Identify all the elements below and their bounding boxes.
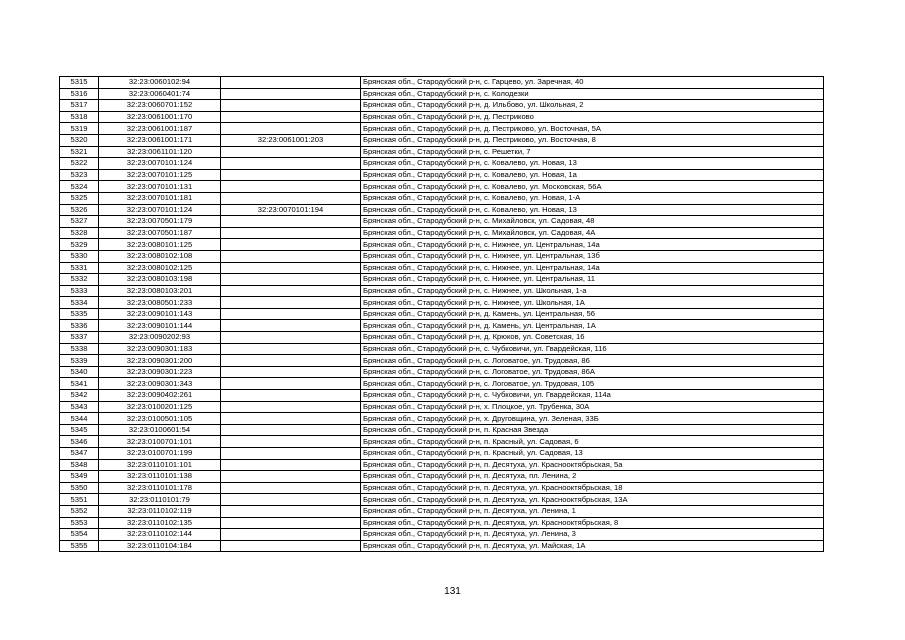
table-row	[60, 274, 824, 286]
related-cadastral-number-cell	[221, 262, 361, 274]
address-cell: Брянская обл., Стародубский р-н, п. Красный, ул. Садовая, 6	[361, 436, 824, 448]
row-number-cell: 5336	[60, 320, 99, 332]
row-number-cell: 5338	[60, 343, 99, 355]
related-cadastral-number-cell	[221, 158, 361, 170]
related-cadastral-number-cell	[221, 540, 361, 552]
cadastral-number-cell: 32:23:0060401:74	[99, 88, 221, 100]
cadastral-number-cell: 32:23:0110104:184	[99, 540, 221, 552]
address-cell: Брянская обл., Стародубский р-н, п. Десятуха, ул. Краснооктябрьская, 18	[361, 482, 824, 494]
cadastral-number-cell: 32:23:0110101:178	[99, 482, 221, 494]
cadastral-number-cell: 32:23:0090301:200	[99, 355, 221, 367]
related-cadastral-number-cell	[221, 413, 361, 425]
related-cadastral-number-cell	[221, 390, 361, 402]
row-number-cell: 5340	[60, 366, 99, 378]
table-row	[60, 146, 824, 158]
related-cadastral-number-cell	[221, 332, 361, 344]
table-row	[60, 297, 824, 309]
row-number-cell: 5335	[60, 308, 99, 320]
row-number-cell: 5353	[60, 517, 99, 529]
cadastral-number-cell: 32:23:0080102:125	[99, 262, 221, 274]
table-row	[60, 471, 824, 483]
address-cell: Брянская обл., Стародубский р-н, с. Ковалево, ул. Новая, 1-А	[361, 192, 824, 204]
row-number-cell: 5339	[60, 355, 99, 367]
table-row	[60, 448, 824, 460]
address-cell: Брянская обл., Стародубский р-н, д. Пестриково	[361, 111, 824, 123]
address-cell: Брянская обл., Стародубский р-н, х. Друговщина, ул. Зеленая, 33Б	[361, 413, 824, 425]
related-cadastral-number-cell	[221, 482, 361, 494]
address-cell: Брянская обл., Стародубский р-н, с. Нижнее, ул. Центральная, 14а	[361, 262, 824, 274]
row-number-cell: 5325	[60, 192, 99, 204]
row-number-cell: 5332	[60, 274, 99, 286]
table-row	[60, 436, 824, 448]
address-cell: Брянская обл., Стародубский р-н, с. Нижнее, ул. Школьная, 1-а	[361, 285, 824, 297]
cadastral-number-cell: 32:23:0070101:124	[99, 158, 221, 170]
table-row	[60, 239, 824, 251]
row-number-cell: 5326	[60, 204, 99, 216]
address-cell: Брянская обл., Стародубский р-н, с. Михайловск, ул. Садовая, 48	[361, 216, 824, 228]
related-cadastral-number-cell	[221, 77, 361, 89]
address-cell: Брянская обл., Стародубский р-н, п. Десятуха, пл. Ленина, 2	[361, 471, 824, 483]
address-cell: Брянская обл., Стародубский р-н, с. Колодезки	[361, 88, 824, 100]
row-number-cell: 5343	[60, 401, 99, 413]
address-cell: Брянская обл., Стародубский р-н, с. Логоватое, ул. Трудовая, 105	[361, 378, 824, 390]
row-number-cell: 5344	[60, 413, 99, 425]
related-cadastral-number-cell	[221, 320, 361, 332]
table-row	[60, 355, 824, 367]
row-number-cell: 5342	[60, 390, 99, 402]
address-cell: Брянская обл., Стародубский р-н, с. Решетки, 7	[361, 146, 824, 158]
table-row	[60, 413, 824, 425]
cadastral-number-cell: 32:23:0070501:187	[99, 227, 221, 239]
cadastral-number-cell: 32:23:0100601:54	[99, 424, 221, 436]
cadastral-number-cell: 32:23:0110101:79	[99, 494, 221, 506]
related-cadastral-number-cell	[221, 146, 361, 158]
table-row	[60, 204, 824, 216]
table-row	[60, 505, 824, 517]
address-cell: Брянская обл., Стародубский р-н, п. Десятуха, ул. Краснооктябрьская, 5а	[361, 459, 824, 471]
row-number-cell: 5331	[60, 262, 99, 274]
related-cadastral-number-cell	[221, 111, 361, 123]
cadastral-number-cell: 32:23:0080101:125	[99, 239, 221, 251]
cadastral-number-cell: 32:23:0061001:171	[99, 134, 221, 146]
row-number-cell: 5334	[60, 297, 99, 309]
address-cell: Брянская обл., Стародубский р-н, с. Нижнее, ул. Центральная, 11	[361, 274, 824, 286]
address-cell: Брянская обл., Стародубский р-н, с. Нижнее, ул. Школьная, 1А	[361, 297, 824, 309]
related-cadastral-number-cell	[221, 401, 361, 413]
related-cadastral-number-cell	[221, 436, 361, 448]
registry-table	[59, 76, 824, 552]
related-cadastral-number-cell	[221, 529, 361, 541]
address-cell: Брянская обл., Стародубский р-н, с. Гарцево, ул. Заречная, 40	[361, 77, 824, 89]
table-row	[60, 111, 824, 123]
row-number-cell: 5349	[60, 471, 99, 483]
cadastral-number-cell: 32:23:0110102:119	[99, 505, 221, 517]
address-cell: Брянская обл., Стародубский р-н, с. Логоватое, ул. Трудовая, 86	[361, 355, 824, 367]
table-row	[60, 482, 824, 494]
cadastral-number-cell: 32:23:0100701:199	[99, 448, 221, 460]
address-cell: Брянская обл., Стародубский р-н, с. Ковалево, ул. Московская, 56А	[361, 181, 824, 193]
related-cadastral-number-cell	[221, 285, 361, 297]
related-cadastral-number-cell	[221, 227, 361, 239]
address-cell: Брянская обл., Стародубский р-н, п. Красный, ул. Садовая, 13	[361, 448, 824, 460]
row-number-cell: 5327	[60, 216, 99, 228]
row-number-cell: 5341	[60, 378, 99, 390]
related-cadastral-number-cell	[221, 494, 361, 506]
address-cell: Брянская обл., Стародубский р-н, с. Ковалево, ул. Новая, 13	[361, 204, 824, 216]
related-cadastral-number-cell	[221, 169, 361, 181]
row-number-cell: 5337	[60, 332, 99, 344]
related-cadastral-number-cell	[221, 378, 361, 390]
table-row	[60, 378, 824, 390]
row-number-cell: 5319	[60, 123, 99, 135]
related-cadastral-number-cell	[221, 308, 361, 320]
cadastral-number-cell: 32:23:0100701:101	[99, 436, 221, 448]
related-cadastral-number-cell	[221, 250, 361, 262]
related-cadastral-number-cell	[221, 216, 361, 228]
table-row	[60, 77, 824, 89]
cadastral-number-cell: 32:23:0061101:120	[99, 146, 221, 158]
cadastral-number-cell: 32:23:0061001:170	[99, 111, 221, 123]
address-cell: Брянская обл., Стародубский р-н, п. Десятуха, ул. Ленина, 1	[361, 505, 824, 517]
row-number-cell: 5355	[60, 540, 99, 552]
table-row	[60, 227, 824, 239]
related-cadastral-number-cell: 32:23:0061001:203	[221, 134, 361, 146]
cadastral-number-cell: 32:23:0090301:223	[99, 366, 221, 378]
table-row	[60, 459, 824, 471]
table-row	[60, 181, 824, 193]
cadastral-number-cell: 32:23:0090402:261	[99, 390, 221, 402]
related-cadastral-number-cell	[221, 471, 361, 483]
address-cell: Брянская обл., Стародубский р-н, д. Пестриково, ул. Восточная, 8	[361, 134, 824, 146]
address-cell: Брянская обл., Стародубский р-н, с. Нижнее, ул. Центральная, 13б	[361, 250, 824, 262]
related-cadastral-number-cell	[221, 274, 361, 286]
related-cadastral-number-cell	[221, 517, 361, 529]
related-cadastral-number-cell	[221, 192, 361, 204]
related-cadastral-number-cell	[221, 239, 361, 251]
row-number-cell: 5315	[60, 77, 99, 89]
related-cadastral-number-cell	[221, 366, 361, 378]
address-cell: Брянская обл., Стародубский р-н, с. Чубковичи, ул. Гвардейская, 114а	[361, 390, 824, 402]
cadastral-number-cell: 32:23:0080103:198	[99, 274, 221, 286]
row-number-cell: 5322	[60, 158, 99, 170]
cadastral-number-cell: 32:23:0090301:183	[99, 343, 221, 355]
address-cell: Брянская обл., Стародубский р-н, д. Камень, ул. Центральная, 56	[361, 308, 824, 320]
table-row	[60, 517, 824, 529]
row-number-cell: 5324	[60, 181, 99, 193]
row-number-cell: 5320	[60, 134, 99, 146]
address-cell: Брянская обл., Стародубский р-н, п. Десятуха, ул. Майская, 1А	[361, 540, 824, 552]
table-row	[60, 158, 824, 170]
table-row	[60, 540, 824, 552]
row-number-cell: 5351	[60, 494, 99, 506]
cadastral-number-cell: 32:23:0090101:143	[99, 308, 221, 320]
cadastral-number-cell: 32:23:0070101:125	[99, 169, 221, 181]
table-row	[60, 192, 824, 204]
table-row	[60, 216, 824, 228]
row-number-cell: 5329	[60, 239, 99, 251]
related-cadastral-number-cell	[221, 123, 361, 135]
address-cell: Брянская обл., Стародубский р-н, с. Ковалево, ул. Новая, 13	[361, 158, 824, 170]
row-number-cell: 5317	[60, 100, 99, 112]
cadastral-number-cell: 32:23:0090101:144	[99, 320, 221, 332]
row-number-cell: 5350	[60, 482, 99, 494]
address-cell: Брянская обл., Стародубский р-н, с. Чубковичи, ул. Гвардейская, 116	[361, 343, 824, 355]
registry-table-body	[60, 77, 824, 552]
table-row	[60, 169, 824, 181]
table-row	[60, 134, 824, 146]
cadastral-number-cell: 32:23:0060102:94	[99, 77, 221, 89]
address-cell: Брянская обл., Стародубский р-н, п. Десятуха, ул. Ленина, 3	[361, 529, 824, 541]
row-number-cell: 5316	[60, 88, 99, 100]
related-cadastral-number-cell	[221, 297, 361, 309]
table-row	[60, 390, 824, 402]
table-row	[60, 285, 824, 297]
address-cell: Брянская обл., Стародубский р-н, д. Крюков, ул. Советская, 16	[361, 332, 824, 344]
cadastral-number-cell: 32:23:0070101:131	[99, 181, 221, 193]
table-row	[60, 366, 824, 378]
address-cell: Брянская обл., Стародубский р-н, с. Ковалево, ул. Новая, 1а	[361, 169, 824, 181]
cadastral-number-cell: 32:23:0060701:152	[99, 100, 221, 112]
row-number-cell: 5330	[60, 250, 99, 262]
related-cadastral-number-cell	[221, 448, 361, 460]
row-number-cell: 5352	[60, 505, 99, 517]
row-number-cell: 5323	[60, 169, 99, 181]
related-cadastral-number-cell	[221, 100, 361, 112]
table-row	[60, 320, 824, 332]
related-cadastral-number-cell	[221, 459, 361, 471]
address-cell: Брянская обл., Стародубский р-н, п. Красная Звезда	[361, 424, 824, 436]
row-number-cell: 5346	[60, 436, 99, 448]
cadastral-number-cell: 32:23:0110102:135	[99, 517, 221, 529]
row-number-cell: 5321	[60, 146, 99, 158]
table-row	[60, 424, 824, 436]
cadastral-number-cell: 32:23:0070101:181	[99, 192, 221, 204]
cadastral-number-cell: 32:23:0090301:343	[99, 378, 221, 390]
row-number-cell: 5333	[60, 285, 99, 297]
row-number-cell: 5328	[60, 227, 99, 239]
address-cell: Брянская обл., Стародубский р-н, с. Нижнее, ул. Центральная, 14а	[361, 239, 824, 251]
cadastral-number-cell: 32:23:0080501:233	[99, 297, 221, 309]
related-cadastral-number-cell	[221, 343, 361, 355]
table-row	[60, 401, 824, 413]
table-row	[60, 308, 824, 320]
row-number-cell: 5348	[60, 459, 99, 471]
related-cadastral-number-cell	[221, 424, 361, 436]
table-row	[60, 250, 824, 262]
row-number-cell: 5345	[60, 424, 99, 436]
cadastral-number-cell: 32:23:0090202:93	[99, 332, 221, 344]
cadastral-number-cell: 32:23:0080103:201	[99, 285, 221, 297]
row-number-cell: 5318	[60, 111, 99, 123]
table-row	[60, 123, 824, 135]
address-cell: Брянская обл., Стародубский р-н, с. Логоватое, ул. Трудовая, 86А	[361, 366, 824, 378]
related-cadastral-number-cell: 32:23:0070101:194	[221, 204, 361, 216]
table-row	[60, 88, 824, 100]
cadastral-number-cell: 32:23:0080102:108	[99, 250, 221, 262]
cadastral-number-cell: 32:23:0100201:125	[99, 401, 221, 413]
cadastral-number-cell: 32:23:0061001:187	[99, 123, 221, 135]
address-cell: Брянская обл., Стародубский р-н, д. Ильбово, ул. Школьная, 2	[361, 100, 824, 112]
address-cell: Брянская обл., Стародубский р-н, х. Плоцкое, ул. Трубенка, 30А	[361, 401, 824, 413]
cadastral-number-cell: 32:23:0070101:124	[99, 204, 221, 216]
related-cadastral-number-cell	[221, 505, 361, 517]
address-cell: Брянская обл., Стародубский р-н, с. Михайловск, ул. Садовая, 4А	[361, 227, 824, 239]
cadastral-number-cell: 32:23:0110102:144	[99, 529, 221, 541]
page-number: 131	[444, 586, 461, 597]
cadastral-number-cell: 32:23:0110101:101	[99, 459, 221, 471]
address-cell: Брянская обл., Стародубский р-н, д. Камень, ул. Центральная, 1А	[361, 320, 824, 332]
table-row	[60, 100, 824, 112]
cadastral-number-cell: 32:23:0110101:138	[99, 471, 221, 483]
table-row	[60, 332, 824, 344]
address-cell: Брянская обл., Стародубский р-н, п. Десятуха, ул. Краснооктябрьская, 8	[361, 517, 824, 529]
row-number-cell: 5354	[60, 529, 99, 541]
address-cell: Брянская обл., Стародубский р-н, д. Пестриково, ул. Восточная, 5А	[361, 123, 824, 135]
table-row	[60, 494, 824, 506]
related-cadastral-number-cell	[221, 88, 361, 100]
table-row	[60, 262, 824, 274]
address-cell: Брянская обл., Стародубский р-н, п. Десятуха, ул. Краснооктябрьская, 13А	[361, 494, 824, 506]
table-row	[60, 529, 824, 541]
related-cadastral-number-cell	[221, 355, 361, 367]
related-cadastral-number-cell	[221, 181, 361, 193]
cadastral-number-cell: 32:23:0070501:179	[99, 216, 221, 228]
cadastral-number-cell: 32:23:0100501:105	[99, 413, 221, 425]
table-row	[60, 343, 824, 355]
row-number-cell: 5347	[60, 448, 99, 460]
